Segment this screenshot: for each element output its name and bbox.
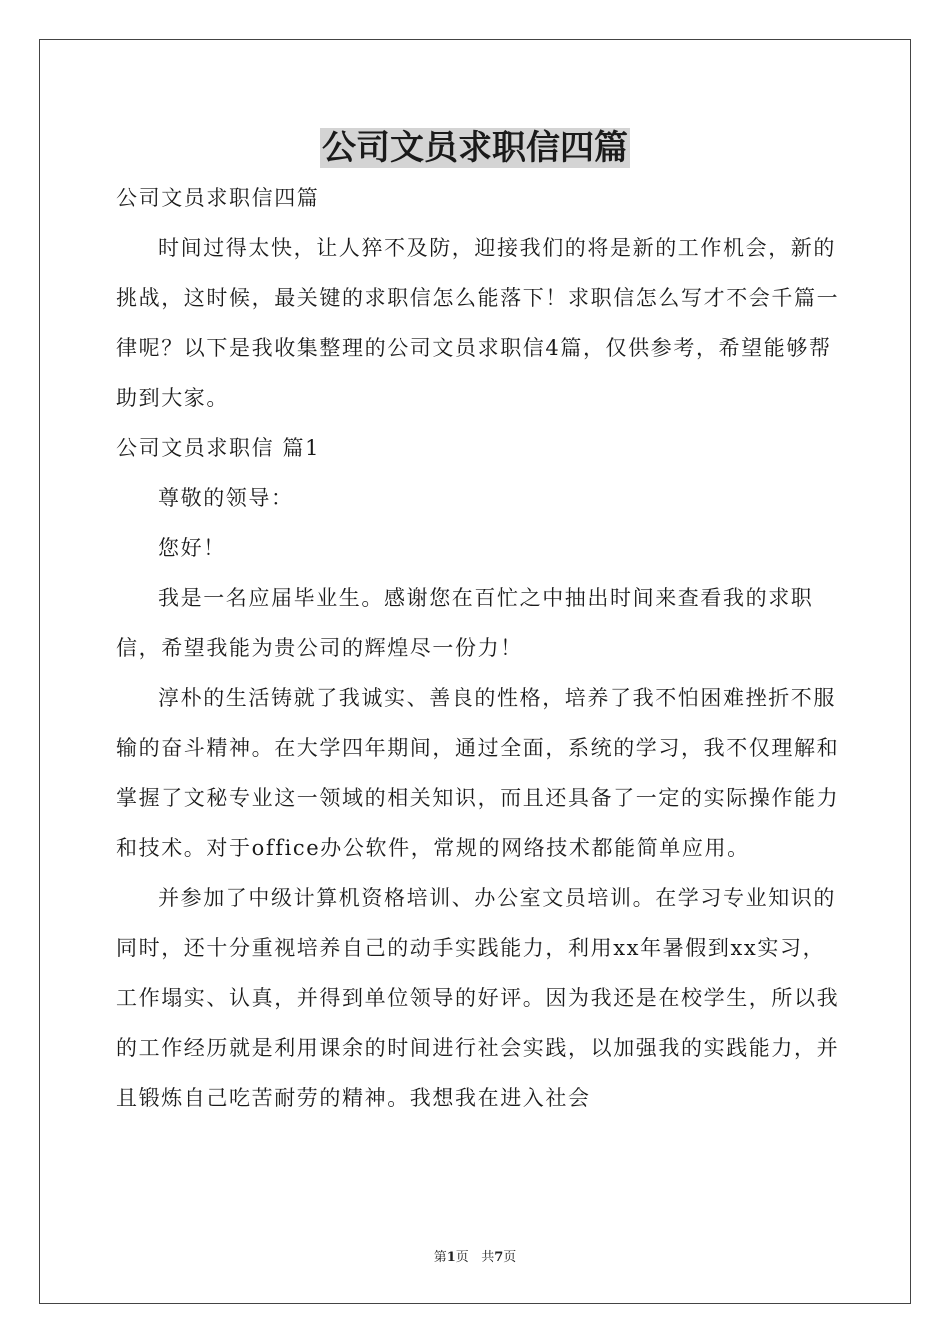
footer-page-suffix: 页	[455, 1250, 469, 1265]
footer-total-pages: 7	[494, 1250, 504, 1265]
paragraph-salutation: 尊敬的领导：	[158, 486, 294, 510]
document-title-text: 公司文员求职信四篇	[322, 128, 628, 168]
paragraph-body: 我是一名应届毕业生。感谢您在百忙之中抽出时间来查看我的求职信，希望我能为贵公司的辉煌尽一份力！	[116, 586, 814, 660]
paragraph-subtitle: 公司文员求职信四篇	[116, 186, 320, 210]
paragraph-body: 淳朴的生活铸就了我诚实、善良的性格，培养了我不怕困难挫折不服输的奋斗精神。在大学四年期间，通过全面，系统的学习，我不仅理解和掌握了文秘专业这一领域的相关知识，而且还具备了一定的实际操作能力和技术。对于office办公软件，常规的网络技术都能简单应用。	[116, 686, 840, 860]
section-heading: 公司文员求职信 篇1	[116, 436, 321, 460]
paragraph-intro: 时间过得太快，让人猝不及防，迎接我们的将是新的工作机会，新的挑战，这时候，最关键的求职信怎么能落下！求职信怎么写才不会千篇一律呢？以下是我收集整理的公司文员求职信4篇，仅供参考，希望能够帮助到大家。	[116, 236, 840, 410]
footer-total-prefix: 共	[481, 1250, 495, 1265]
footer-total-suffix: 页	[503, 1250, 517, 1265]
document-title	[0, 126, 950, 170]
document-body	[116, 173, 840, 1123]
page-footer	[0, 1246, 950, 1265]
footer-page-number: 1	[446, 1250, 456, 1265]
paragraph-body: 并参加了中级计算机资格培训、办公室文员培训。在学习专业知识的同时，还十分重视培养自己的动手实践能力，利用xx年暑假到xx实习，工作塌实、认真，并得到单位领导的好评。因为我还是在校学生，所以我的工作经历就是利用课余的时间进行社会实践，以加强我的实践能力，并且锻炼自己吃苦耐劳的精神。我想我在进入社会	[116, 886, 840, 1110]
paragraph-greeting: 您好！	[158, 536, 226, 560]
footer-prefix: 第	[433, 1250, 447, 1265]
